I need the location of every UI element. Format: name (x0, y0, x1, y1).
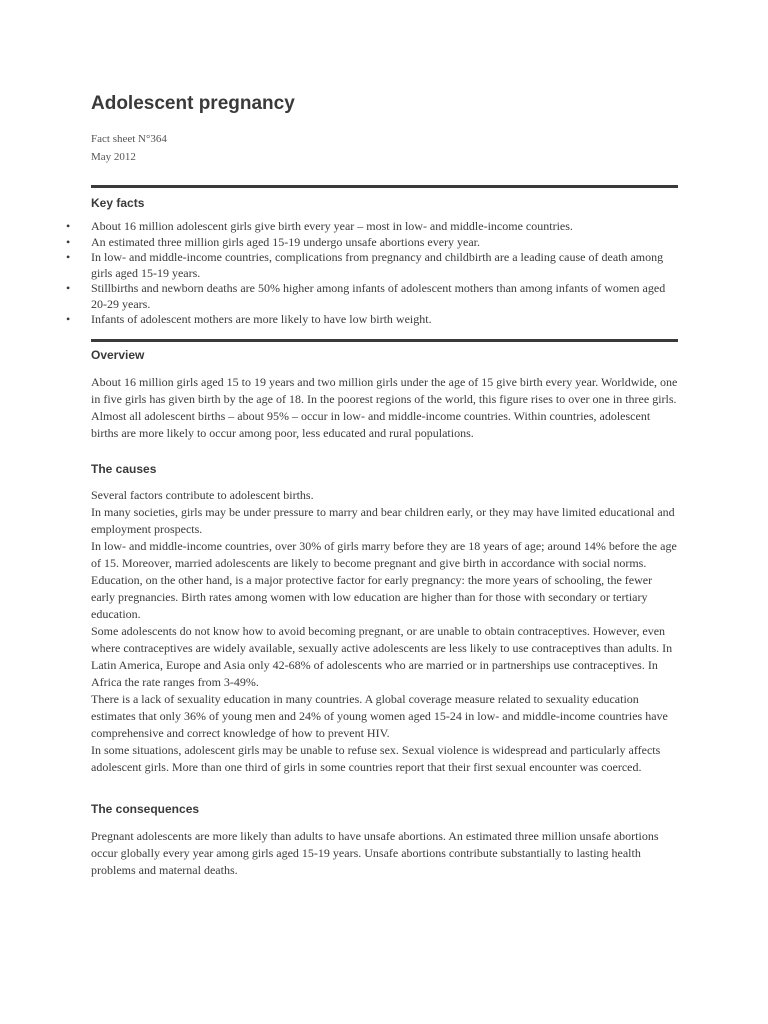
paragraph: There is a lack of sexuality education in many countries. A global coverage measure related to sexuality education estimates that only 36% of young men and 24% of young women aged 15-24 in low- and middle-income countries have comprehensive and correct knowledge of how to prevent HIV. (91, 692, 668, 740)
list-item: • Infants of adolescent mothers are more likely to have low birth weight. (66, 312, 432, 326)
overview-text (91, 374, 679, 442)
paragraph: About 16 million girls aged 15 to 19 years and two million girls under the age of 15 give birth every year. Worldwide, one in five girls has given birth by the age of 18. In the poorest regions of the world, this figure rises to over one in three girls. (91, 375, 678, 406)
page-title: Adolescent pregnancy (91, 93, 295, 114)
bullet-icon: • (66, 312, 71, 326)
bullet-icon: • (66, 234, 71, 249)
list-item: • About 16 million adolescent girls give birth every year – most in low- and middle-income countries. (66, 219, 573, 233)
list-item: • Stillbirths and newborn deaths are 50% higher among infants of adolescent mothers than among infants of women aged 20-29 years. (66, 281, 666, 311)
paragraph: Pregnant adolescents are more likely than adults to have unsafe abortions. An estimated three million unsafe abortions occur globally every year among girls aged 15-19 years. Unsafe abortions contribute substantially to lasting health problems and maternal deaths. (91, 829, 659, 877)
paragraph: In low- and middle-income countries, over 30% of girls marry before they are 18 years of age; around 14% before the age of 15. Moreover, married adolescents are likely to become pregnant and give birth in accordance with social norms. Education, on the other hand, is a major protective factor for early pregnancy: the more years of schooling, the fewer early pregnancies. Birth rates among women with low education are higher than for those with secondary or tertiary education. (91, 539, 677, 621)
list-item: • In low- and middle-income countries, complications from pregnancy and childbirth are a leading cause of death among girls aged 15-19 years. (66, 250, 664, 280)
key-facts-list (66, 219, 679, 328)
paragraph: Several factors contribute to adolescent births. (91, 488, 314, 502)
paragraph: Almost all adolescent births – about 95% – occur in low- and middle-income countries. Within countries, adolescent births are more likely to occur among poor, less educated and rural populations. (91, 409, 651, 440)
bullet-icon: • (66, 250, 71, 264)
paragraph: Some adolescents do not know how to avoid becoming pregnant, or are unable to obtain contraceptives. However, even where contraceptives are widely available, sexually active adolescents are less likely to use contraceptives than adults. In Latin America, Europe and Asia only 42-68% of adolescents who are married or in partnerships use contraceptives. In Africa the rate ranges from 3-49%. (91, 624, 673, 689)
bullet-icon: • (66, 281, 71, 295)
publication-date: May 2012 (91, 151, 136, 163)
paragraph: In some situations, adolescent girls may be unable to refuse sex. Sexual violence is widespread and particularly affects adolescent girls. More than one third of girls in some countries report that their first sexual encounter was coerced. (91, 743, 661, 774)
overview-heading: Overview (91, 348, 145, 362)
paragraph: In many societies, girls may be under pressure to marry and bear children early, or they may have limited educational and employment prospects. (91, 505, 675, 536)
section-divider (91, 185, 678, 188)
section-divider (91, 339, 678, 342)
bullet-icon: • (66, 219, 71, 233)
causes-heading: The causes (91, 462, 157, 476)
consequences-text (91, 828, 679, 879)
causes-text (91, 487, 679, 776)
fact-sheet-number: Fact sheet N°364 (91, 133, 167, 145)
key-facts-heading: Key facts (91, 196, 145, 210)
list-item: • An estimated three million girls aged 15-19 undergo unsafe abortions every year. (66, 234, 481, 249)
consequences-heading: The consequences (91, 802, 200, 816)
